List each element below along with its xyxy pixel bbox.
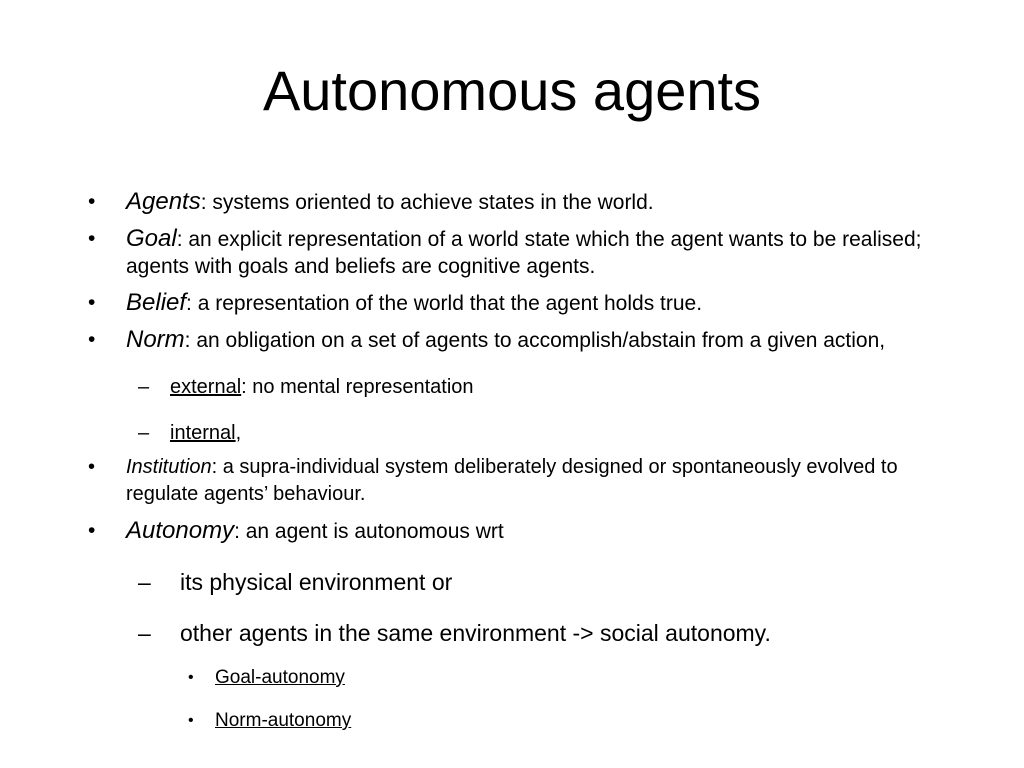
bullet-goal — [88, 225, 948, 280]
sub-sub-bullet-norm-autonomy — [188, 709, 948, 733]
bullet-list — [88, 188, 948, 739]
external-text: : no mental representation — [241, 376, 474, 398]
slide-title: Autonomous agents — [262, 59, 762, 122]
dash-icon: – — [138, 422, 150, 444]
dash-icon: – — [138, 376, 150, 398]
term-norm: Norm — [126, 326, 185, 353]
bullet-icon: • — [188, 669, 194, 686]
definition-goal: an explicit representation of a world state which the agent wants to be realised; agents with goals and beliefs are cognitive agents. — [126, 228, 922, 278]
sub-bullet-physical-environment — [138, 568, 948, 596]
norm-autonomy-link[interactable]: Norm-autonomy — [215, 710, 352, 731]
definition-institution: a supra-individual system deliberately designed or spontaneously evolved to regulate agents’ behaviour. — [126, 456, 898, 505]
term-separator: : — [234, 520, 240, 543]
bullet-belief — [88, 289, 948, 317]
goal-autonomy-link[interactable]: Goal-autonomy — [215, 667, 345, 688]
term-separator: : — [200, 191, 207, 214]
external-link[interactable]: external — [170, 376, 242, 398]
definition-autonomy: an agent is autonomous wrt — [239, 520, 504, 543]
term-goal: Goal — [126, 225, 177, 252]
term-separator: : — [186, 292, 192, 315]
bullet-icon: • — [88, 190, 96, 213]
definition-norm: an obligation on a set of agents to accomplish/abstain from a given action, — [190, 329, 886, 352]
bullet-icon: • — [88, 519, 96, 542]
bullet-agents — [88, 188, 948, 216]
social-autonomy-text: other agents in the same environment -> social autonomy. — [180, 620, 771, 646]
bullet-autonomy — [88, 517, 948, 545]
term-institution: Institution — [126, 456, 212, 478]
sub-bullet-internal — [138, 420, 948, 446]
bullet-institution — [88, 454, 948, 508]
term-autonomy: Autonomy — [126, 517, 235, 544]
bullet-icon: • — [188, 712, 194, 729]
bullet-icon: • — [88, 291, 96, 314]
bullet-icon: • — [88, 227, 96, 250]
definition-belief: a representation of the world that the agent holds true. — [191, 292, 703, 315]
internal-text: , — [235, 422, 242, 444]
internal-link[interactable]: internal — [170, 422, 236, 444]
dash-icon: – — [138, 620, 151, 646]
bullet-norm — [88, 326, 948, 354]
term-separator: : — [184, 329, 191, 352]
sub-bullet-social-autonomy — [138, 619, 948, 647]
physical-environment-text: its physical environment or — [180, 569, 453, 595]
term-belief: Belief — [126, 289, 187, 316]
definition-agents: systems oriented to achieve states in the world. — [206, 191, 654, 214]
bullet-icon: • — [88, 328, 96, 351]
bullet-icon: • — [88, 456, 96, 478]
term-separator: : — [211, 456, 218, 478]
term-separator: : — [176, 228, 183, 251]
dash-icon: – — [138, 569, 151, 595]
term-agents: Agents — [126, 188, 201, 215]
sub-bullet-external — [138, 374, 948, 400]
sub-sub-bullet-goal-autonomy — [188, 666, 948, 690]
